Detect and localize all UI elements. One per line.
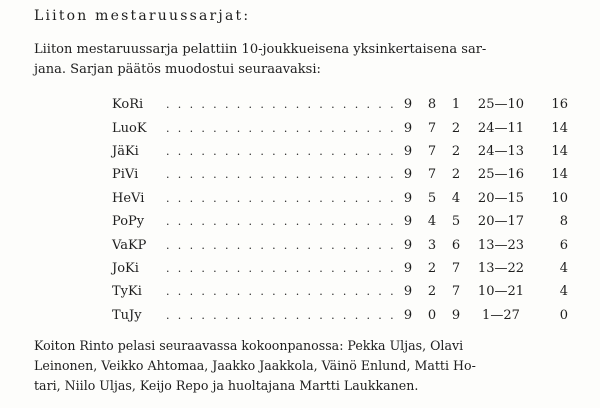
lineup-paragraph xyxy=(34,336,574,396)
table-row xyxy=(112,93,568,116)
points: 14 xyxy=(551,120,568,136)
table-row xyxy=(112,163,568,186)
team-name: JäKi xyxy=(112,143,139,159)
dot-leader: . . . . . . . . . . . . . . . . . . . . xyxy=(166,191,396,205)
team-name: JoKi xyxy=(112,260,139,276)
team-name: TuJy xyxy=(112,307,142,323)
points: 16 xyxy=(551,97,568,113)
games-played: 9 xyxy=(403,284,413,300)
dot-leader: . . . . . . . . . . . . . . . . . . . . xyxy=(166,285,396,299)
games-lost: 7 xyxy=(451,284,461,300)
intro-line-2: jana. Sarjan päätös muodostui seuraavaksi: xyxy=(34,62,321,77)
dot-leader: . . . . . . . . . . . . . . . . . . . . xyxy=(166,215,396,229)
games-lost: 6 xyxy=(451,237,461,253)
points: 14 xyxy=(551,143,568,159)
games-won: 2 xyxy=(427,260,437,276)
table-row xyxy=(112,187,568,210)
games-lost: 2 xyxy=(451,143,461,159)
team-name: VaKP xyxy=(112,237,147,253)
games-played: 9 xyxy=(403,214,413,230)
points: 14 xyxy=(551,167,568,183)
team-name: PoPy xyxy=(112,214,145,230)
dot-leader: . . . . . . . . . . . . . . . . . . . . xyxy=(166,261,396,275)
table-row xyxy=(112,280,568,303)
games-lost: 2 xyxy=(451,120,461,136)
games-won: 7 xyxy=(427,143,437,159)
points: 4 xyxy=(559,260,568,276)
table-row xyxy=(112,210,568,233)
points: 10 xyxy=(551,190,568,206)
games-played: 9 xyxy=(403,167,413,183)
table-row xyxy=(112,233,568,256)
games-lost: 1 xyxy=(451,97,461,113)
goal-difference: 24—13 xyxy=(477,143,525,159)
games-won: 4 xyxy=(427,214,437,230)
games-played: 9 xyxy=(403,143,413,159)
games-won: 7 xyxy=(427,120,437,136)
team-name: PiVi xyxy=(112,167,139,183)
table-row xyxy=(112,304,568,327)
goal-difference: 25—10 xyxy=(477,97,525,113)
goal-difference: 13—22 xyxy=(477,260,525,276)
goal-difference: 1—27 xyxy=(482,307,520,323)
intro-line-1: Liiton mestaruussarja pelattiin 10-joukkueisena yksinkertaisena sar- xyxy=(34,42,487,57)
games-lost: 2 xyxy=(451,167,461,183)
team-name: TyKi xyxy=(112,284,142,300)
table-row xyxy=(112,140,568,163)
points: 8 xyxy=(559,214,568,230)
games-played: 9 xyxy=(403,260,413,276)
lineup-line-2: Leinonen, Veikko Ahtomaa, Jaakko Jaakkola, Väinö Enlund, Matti Ho- xyxy=(34,358,476,373)
table-row xyxy=(112,116,568,139)
goal-difference: 20—15 xyxy=(477,190,525,206)
goal-difference: 24—11 xyxy=(477,120,525,136)
goal-difference: 25—16 xyxy=(477,167,525,183)
dot-leader: . . . . . . . . . . . . . . . . . . . . xyxy=(166,121,396,135)
standings-table xyxy=(112,93,568,327)
points: 0 xyxy=(559,307,568,323)
table-row xyxy=(112,257,568,280)
dot-leader: . . . . . . . . . . . . . . . . . . . . xyxy=(166,98,396,112)
goal-difference: 20—17 xyxy=(477,214,525,230)
standings-body xyxy=(112,93,568,327)
team-name: HeVi xyxy=(112,190,145,206)
games-won: 0 xyxy=(427,307,437,323)
goal-difference: 10—21 xyxy=(477,284,525,300)
games-played: 9 xyxy=(403,237,413,253)
goal-difference: 13—23 xyxy=(477,237,525,253)
games-lost: 9 xyxy=(451,307,461,323)
dot-leader: . . . . . . . . . . . . . . . . . . . . xyxy=(166,308,396,322)
team-name: LuoK xyxy=(112,120,147,136)
games-won: 7 xyxy=(427,167,437,183)
games-won: 2 xyxy=(427,284,437,300)
dot-leader: . . . . . . . . . . . . . . . . . . . . xyxy=(166,238,396,252)
games-played: 9 xyxy=(403,307,413,323)
lineup-line-3: tari, Niilo Uljas, Keijo Repo ja huoltajana Martti Laukkanen. xyxy=(34,378,419,393)
games-won: 3 xyxy=(427,237,437,253)
games-played: 9 xyxy=(403,120,413,136)
intro-paragraph xyxy=(34,40,574,80)
games-played: 9 xyxy=(403,97,413,113)
games-won: 8 xyxy=(427,97,437,113)
dot-leader: . . . . . . . . . . . . . . . . . . . . xyxy=(166,168,396,182)
section-heading: Liiton mestaruussarjat: xyxy=(34,8,251,24)
lineup-line-1: Koiton Rinto pelasi seuraavassa kokoonpanossa: Pekka Uljas, Olavi xyxy=(34,338,464,353)
points: 6 xyxy=(559,237,568,253)
games-played: 9 xyxy=(403,190,413,206)
games-won: 5 xyxy=(427,190,437,206)
points: 4 xyxy=(559,284,568,300)
games-lost: 7 xyxy=(451,260,461,276)
games-lost: 5 xyxy=(451,214,461,230)
team-name: KoRi xyxy=(112,97,144,113)
dot-leader: . . . . . . . . . . . . . . . . . . . . xyxy=(166,144,396,158)
games-lost: 4 xyxy=(451,190,461,206)
